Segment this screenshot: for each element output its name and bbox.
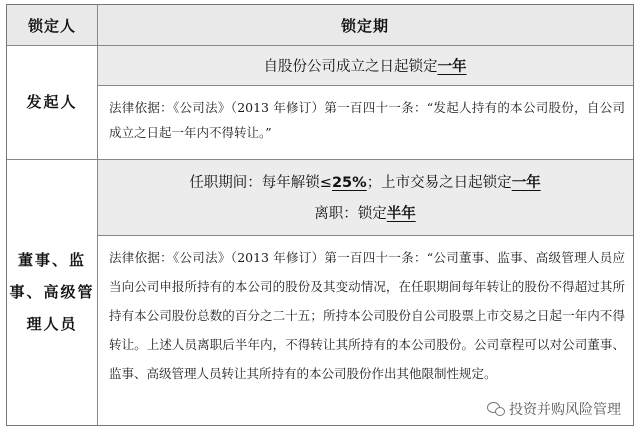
watermark-text: 投资并购风险管理 (509, 402, 621, 418)
row-label-directors (7, 159, 97, 425)
directors-legal-basis: 法律依据：《公司法》（2013 年修订）第一百四十一条：“公司董事、监事、高级管理人员应当向公司申报所持有的本公司的股份及其变动情况，在任职期间每年转让的股份不得超过其所持有本公司股份总数的百分之二十五；所持本公司股份自公司股票上市交易之日起一年内不得转让。上述人员离职后半年内，不得转让其所持有的本公司股份。公司章程可以对公司董事、监事、高级管理人员转让其所持有的本公司股份作出其他限制性规定。 (109, 250, 625, 381)
divider (97, 85, 633, 86)
emphasis-one-year: 一年 (511, 175, 541, 191)
row-label-founder (7, 45, 97, 159)
row-label-line: 董事、监 (17, 251, 86, 269)
directors-lockup-summary (97, 159, 633, 235)
emphasis-25-percent: 25% (331, 175, 367, 191)
row-label-line: 理人员 (26, 315, 78, 333)
divider (7, 159, 633, 160)
founder-lockup-summary (97, 45, 633, 85)
founder-legal-basis: 法律依据：《公司法》（2013 年修订）第一百四十一条：“发起人持有的本公司股份，自公司成立之日起一年内不得转让。” (109, 100, 625, 140)
directors-summary-line-1: 任职期间：每年解锁≤25%；上市交易之日起锁定一年 (189, 175, 541, 191)
emphasis-half-year: 半年 (386, 206, 416, 222)
lockup-table (6, 4, 634, 426)
wechat-icon (487, 402, 505, 416)
founder-summary-line: 自股份公司成立之日起锁定一年 (263, 58, 467, 75)
divider (97, 5, 98, 425)
row-label-line: 事、高级管 (9, 283, 95, 301)
header-lock-period: 锁定期 (97, 5, 633, 45)
row-label-text: 发起人 (26, 93, 78, 111)
emphasis-one-year: 一年 (437, 58, 467, 75)
divider (97, 235, 633, 236)
source-watermark (485, 399, 623, 419)
header-lock-person: 锁定人 (7, 5, 97, 45)
divider (7, 45, 633, 46)
directors-summary-line-2: 离职：锁定半年 (314, 206, 416, 222)
